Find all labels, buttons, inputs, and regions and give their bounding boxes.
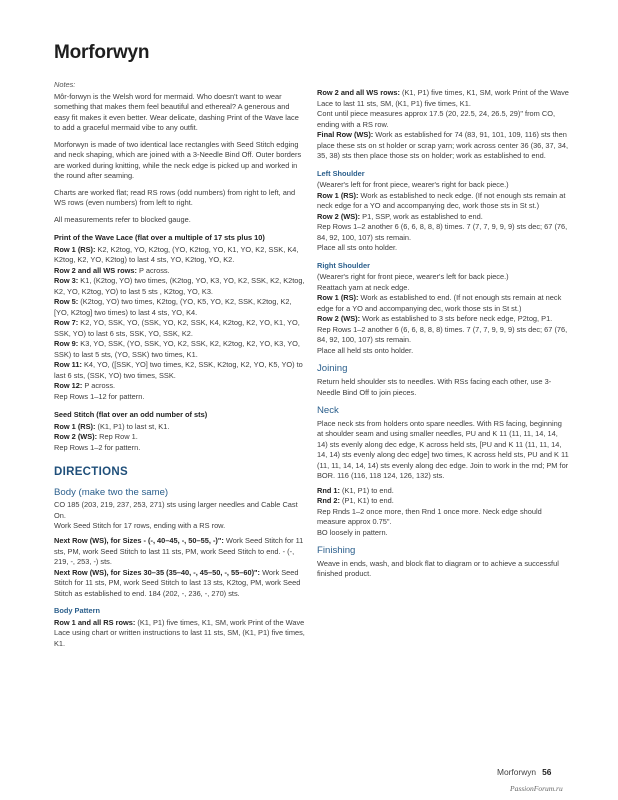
pattern-row: Row 3: K1, (K2tog, YO) two times, (K2tog, YO, K3, YO, K2, SSK, K2, K2tog, K2, YO, K2tog, YO) to last 5 sts , K2tog, YO, K3. [54,276,305,296]
right-shoulder-heading: Right Shoulder [317,260,370,270]
body-cast-on: CO 185 (203, 219, 237, 253, 271) sts using larger needles and Cable Cast On. [54,500,298,520]
finishing-heading: Finishing [317,545,356,557]
right-shoulder-note: (Wearer's right for front piece, wearer's left for back piece.) [317,272,509,282]
seed-stitch-rows [54,422,306,454]
notes-paragraph: Môr-forwyn is the Welsh word for mermaid. Who doesn't want to wear something that makes them feel beautiful and ethereal? A generous and easy fit makes it even better. Wear delicate, dashing Print of the Wave lace to add a graceful mermaid vibe to any outfit. [54,91,299,133]
neck-text: Place neck sts from holders onto spare needles. With RS facing, beginning at shoulder seam and using smaller needles, PU and K 11 (11, 11, 14, 14, 14) sts evenly along dec edge, K across held sts, [PU and K 11 (11, 11, 14, 14, 14) sts evenly along dec edge] two times, K across held sts, PU and K 11 (11, 11, 14, 14, 14) sts evenly along dec edge. Join to work in the rnd; PM for BOR. 116 (116, 118 124, 126, 132) sts. [317,418,569,481]
directions-heading: DIRECTIONS [54,465,128,478]
right-shoulder-reattach: Reattach yarn at neck edge. [317,282,410,292]
final-row: Final Row (WS): Work as established for 74 (83, 91, 101, 109, 116) sts then place these sts on st holder or scrap yarn; work across center 36 (36, 37, 34, 35, 38) sts then place those sts on holder; work as established to end. [317,130,568,161]
body-pattern-row: Row 1 and all RS rows: (K1, P1) five times, K1, SM, work Print of the Wave Lace using chart or written instructions to last 11 sts, SM, (K1, P1) five times, K1. [54,617,305,648]
continue-instruction: Cont until piece measures approx 17.5 (20, 22.5, 24, 26.5, 29)" from CO, ending with a RS row. [317,109,556,129]
pattern-row: Row 2 (WS): Work as established to 3 sts before neck edge, P2tog, P1. [317,314,553,324]
pattern-row: Row 1 (RS): Work as established to end. (If not enough sts remain at neck edge for a YO and accompanying dec, work those sts in St st.) [317,293,562,313]
notes-label: Notes: [54,80,76,89]
pattern-rows [54,245,306,403]
notes-paragraph: Charts are worked flat; read RS rows (odd numbers) from right to left, and WS rows (even numbers) from left to right. [54,187,296,208]
page-footer [497,767,551,779]
finishing-text: Weave in ends, wash, and block flat to diagram or to achieve a successful finished product. [317,558,559,579]
pattern-row: Row 2 (WS): P1, SSP, work as established to end. [317,211,483,221]
joining-text: Return held shoulder sts to needles. With RSs facing each other, use 3-Needle Bind Off to join pieces. [317,376,552,397]
footer-pattern-name: Morforwyn [497,767,537,777]
body-pattern-heading: Body Pattern [54,606,100,616]
pattern-row: Rnd 2: (P1, K1) to end. [317,496,394,506]
right-shoulder-place: Place all held sts onto holder. [317,345,414,355]
notes-paragraph: All measurements refer to blocked gauge. [54,214,191,224]
body-seed: Work Seed Stitch for 17 rows, ending with a RS row. [54,521,226,531]
print-of-wave-heading: Print of the Wave Lace (flat over a multiple of 17 sts plus 10) [54,233,265,243]
pattern-row: Row 9: K3, YO, SSK, (YO, SSK, YO, K2, SSK, K2, K2tog, K2, YO, K3, YO, SSK) to last 5 sts, (YO, SSK) two times, K1. [54,339,300,359]
left-shoulder-place: Place all sts onto holder. [317,243,398,253]
next-row-sizes-a: Next Row (WS), for Sizes - (-, 40–45, -, 50–55, -)": Work Seed Stitch for 11 sts, PM, work Seed Stitch to last 11 sts, PM, work Seed Stitch to end. - (-, 219, -, 253, -) sts. [54,535,304,567]
seed-stitch-heading: Seed Stitch (flat over an odd number of sts) [54,410,208,420]
neck-heading: Neck [317,405,339,417]
pattern-row: Row 1 (RS): (K1, P1) to last st, K1. [54,421,170,431]
pattern-row: Row 2 (WS): Rep Row 1. [54,432,138,442]
pattern-title: Morforwyn [54,42,150,63]
left-column [54,80,306,649]
neck-bo: BO loosely in pattern. [317,527,388,537]
pattern-row: Row 5: (K2tog, YO) two times, K2tog, (YO, K5, YO, K2, SSK, K2tog, K2, [YO, K2tog] two times) to last 4 sts, YO, K4. [54,297,292,317]
right-shoulder-rep: Rep Rows 1–2 another 6 (6, 6, 8, 8, 8) times. 7 (7, 7, 9, 9, 9) sts dec; 67 (76, 84, 92, 100, 107) sts remain. [317,324,568,345]
pattern-row: Row 11: K4, YO, ([SSK, YO] two times, K2, SSK, K2tog, K2, YO, K5, YO) to last 6 sts, (SSK, YO) two times, SSK. [54,360,303,380]
next-row-sizes-b: Next Row (WS), for Sizes 30–35 (35–40, -, 45–50, -, 55–60)": Work Seed Stitch for 11 sts, PM, work Seed Stitch to last 13 sts, K2tog, PM, work Seed Stitch as established to end. 184 (202, -, 236, -, 270) sts. [54,567,301,598]
row-2-ws: Row 2 and all WS rows: (K1, P1) five times, K1, SM, work Print of the Wave Lace to last 11 sts, SM, (K1, P1) five times, K1. [317,88,569,108]
pattern-row: Row 1 (RS): K2, K2tog, YO, K2tog, (YO, K2tog, YO, K1, YO, K2, SSK, K4, K2tog, K2, YO, K2tog) to last 4 sts, YO, K2tog, YO, K2. [54,244,299,265]
joining-heading: Joining [317,363,348,375]
neck-rep: Rep Rnds 1–2 once more, then Rnd 1 once more. Neck edge should measure approx 0.75". [317,506,542,527]
body-heading: Body (make two the same) [54,486,169,498]
watermark: PassionForum.ru [510,784,563,793]
pattern-repeat: Rep Rows 1–2 for pattern. [54,442,141,452]
left-shoulder-rep: Rep Rows 1–2 another 6 (6, 6, 8, 8, 8) times. 7 (7, 7, 9, 9, 9) sts dec; 67 (76, 84, 92, 100, 107) sts remain. [317,222,568,242]
left-shoulder-note: (Wearer's left for front piece, wearer's right for back piece.) [317,180,509,190]
pattern-row: Row 2 and all WS rows: P across. [54,265,170,275]
pattern-repeat: Rep Rows 1–12 for pattern. [54,391,145,401]
pattern-row: Row 1 (RS): Work as established to neck edge. (If not enough sts remain at neck edge for a YO and accompanying dec, work those sts in St st.) [317,190,566,211]
left-shoulder-heading: Left Shoulder [317,168,365,178]
pattern-row: Row 12: P across. [54,381,116,391]
right-column [317,88,569,580]
pattern-row: Row 7: K2, YO, SSK, YO, (SSK, YO, K2, SSK, K4, K2tog, K2, YO, K1, YO, SSK, YO) to last 6 sts, SSK, YO, SSK, K2. [54,318,300,338]
notes-paragraph: Morforwyn is made of two identical lace rectangles with Seed Stitch edging and neck shaping, which are joined with a 3-Needle Bind Off. Outer borders are worked during knitting, while the neck edge is picked up and worked in the round after seaming. [54,139,302,181]
page-number: 56 [542,767,552,777]
pattern-row: Rnd 1: (K1, P1) to end. [317,485,394,495]
